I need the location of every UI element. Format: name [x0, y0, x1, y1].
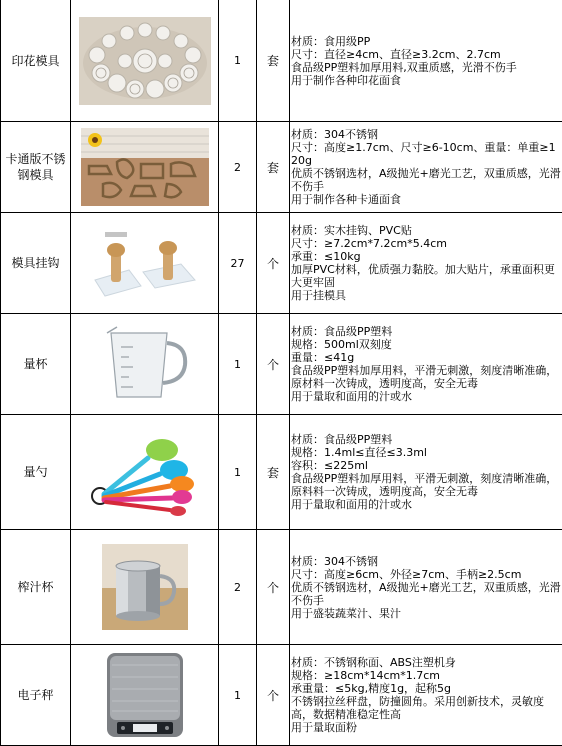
measuring-cup-photo-icon: [97, 323, 193, 405]
item-name: 量杯: [1, 314, 71, 415]
table-row: [1, 122, 562, 213]
item-quantity: 27: [219, 213, 257, 314]
item-name: 量勺: [1, 415, 71, 530]
item-quantity: 1: [219, 314, 257, 415]
table-row: [1, 213, 562, 314]
cookie-cutters-photo-icon: [81, 128, 209, 206]
item-name: 印花模具: [1, 0, 71, 122]
stamp-molds-photo-icon: [79, 17, 211, 105]
kitchen-scale-photo-icon: [103, 647, 187, 743]
table-row: [1, 530, 562, 645]
item-unit: 个: [257, 645, 290, 746]
item-name: 卡通版不锈钢模具: [1, 122, 71, 213]
item-image: [71, 530, 219, 645]
table-row: [1, 0, 562, 122]
item-description: 材质：不锈钢称面、ABS注塑机身 规格：≥18cm*14cm*1.7cm 承重量：≤5kg,精度1g，起称5g 不锈钢拉丝秤盘，防撞圆角。采用创新技术，灵敏度高，数据精准稳定性高 用于量取面粉: [290, 645, 562, 746]
item-description: 材质：304不锈钢 尺寸：高度≥6cm、外径≥7cm、手柄≥2.5cm 优质不锈钢选材，A级抛光+磨光工艺，双重质感，光滑不伤手 用于盛装蔬菜汁、果汁: [290, 530, 562, 645]
item-unit: 个: [257, 530, 290, 645]
steel-mug-photo-icon: [102, 544, 188, 630]
item-image: [71, 213, 219, 314]
item-quantity: 1: [219, 0, 257, 122]
table-row: [1, 415, 562, 530]
item-description: 材质：食品级PP塑料 规格：1.4ml≤直径≤3.3ml 容积：≤225ml 食品级PP塑料加厚用料，平滑无刺激，刻度清晰准确，原料料一次铸成，透明度高，安全无毒 用于量取和面用的汁或水: [290, 415, 562, 530]
item-quantity: 2: [219, 122, 257, 213]
item-description: 材质：食品级PP塑料 规格：500ml双刻度 重量：≤41g 食品级PP塑料加厚用料，平滑无刺激，刻度清晰准确，原材料一次铸成，透明度高，安全无毒 用于量取和面用的汁或水: [290, 314, 562, 415]
item-image: [71, 415, 219, 530]
table-row: [1, 314, 562, 415]
item-image: [71, 0, 219, 122]
item-name: 榨汁杯: [1, 530, 71, 645]
item-unit: 套: [257, 122, 290, 213]
item-quantity: 1: [219, 415, 257, 530]
item-description: 材质：食用级PP 尺寸：直径≥4cm、直径≥3.2cm、2.7cm 食品级PP塑料加厚用料,双重质感，光滑不伤手 用于制作各种印花面食: [290, 0, 562, 122]
item-image: [71, 645, 219, 746]
table-row: [1, 645, 562, 746]
item-image: [71, 122, 219, 213]
measuring-spoons-photo-icon: [86, 424, 204, 520]
item-name: 模具挂钩: [1, 213, 71, 314]
item-description: 材质：实木挂钩、PVC贴 尺寸：≥7.2cm*7.2cm*5.4cm 承重：≤10kg 加厚PVC材料，优质强力黏胶。加大贴片，承重面积更大更牢固 用于挂模具: [290, 213, 562, 314]
item-unit: 套: [257, 415, 290, 530]
item-quantity: 1: [219, 645, 257, 746]
item-image: [71, 314, 219, 415]
item-description: 材质：304不锈钢 尺寸：高度≥1.7cm、尺寸≥6-10cm、重量：单重≥120g 优质不锈钢选材，A级抛光+磨光工艺，双重质感，光滑不伤手 用于制作各种卡通面食: [290, 122, 562, 213]
wall-hook-photo-icon: [85, 222, 205, 304]
item-name: 电子秤: [1, 645, 71, 746]
item-unit: 个: [257, 314, 290, 415]
item-quantity: 2: [219, 530, 257, 645]
item-unit: 个: [257, 213, 290, 314]
item-unit: 套: [257, 0, 290, 122]
